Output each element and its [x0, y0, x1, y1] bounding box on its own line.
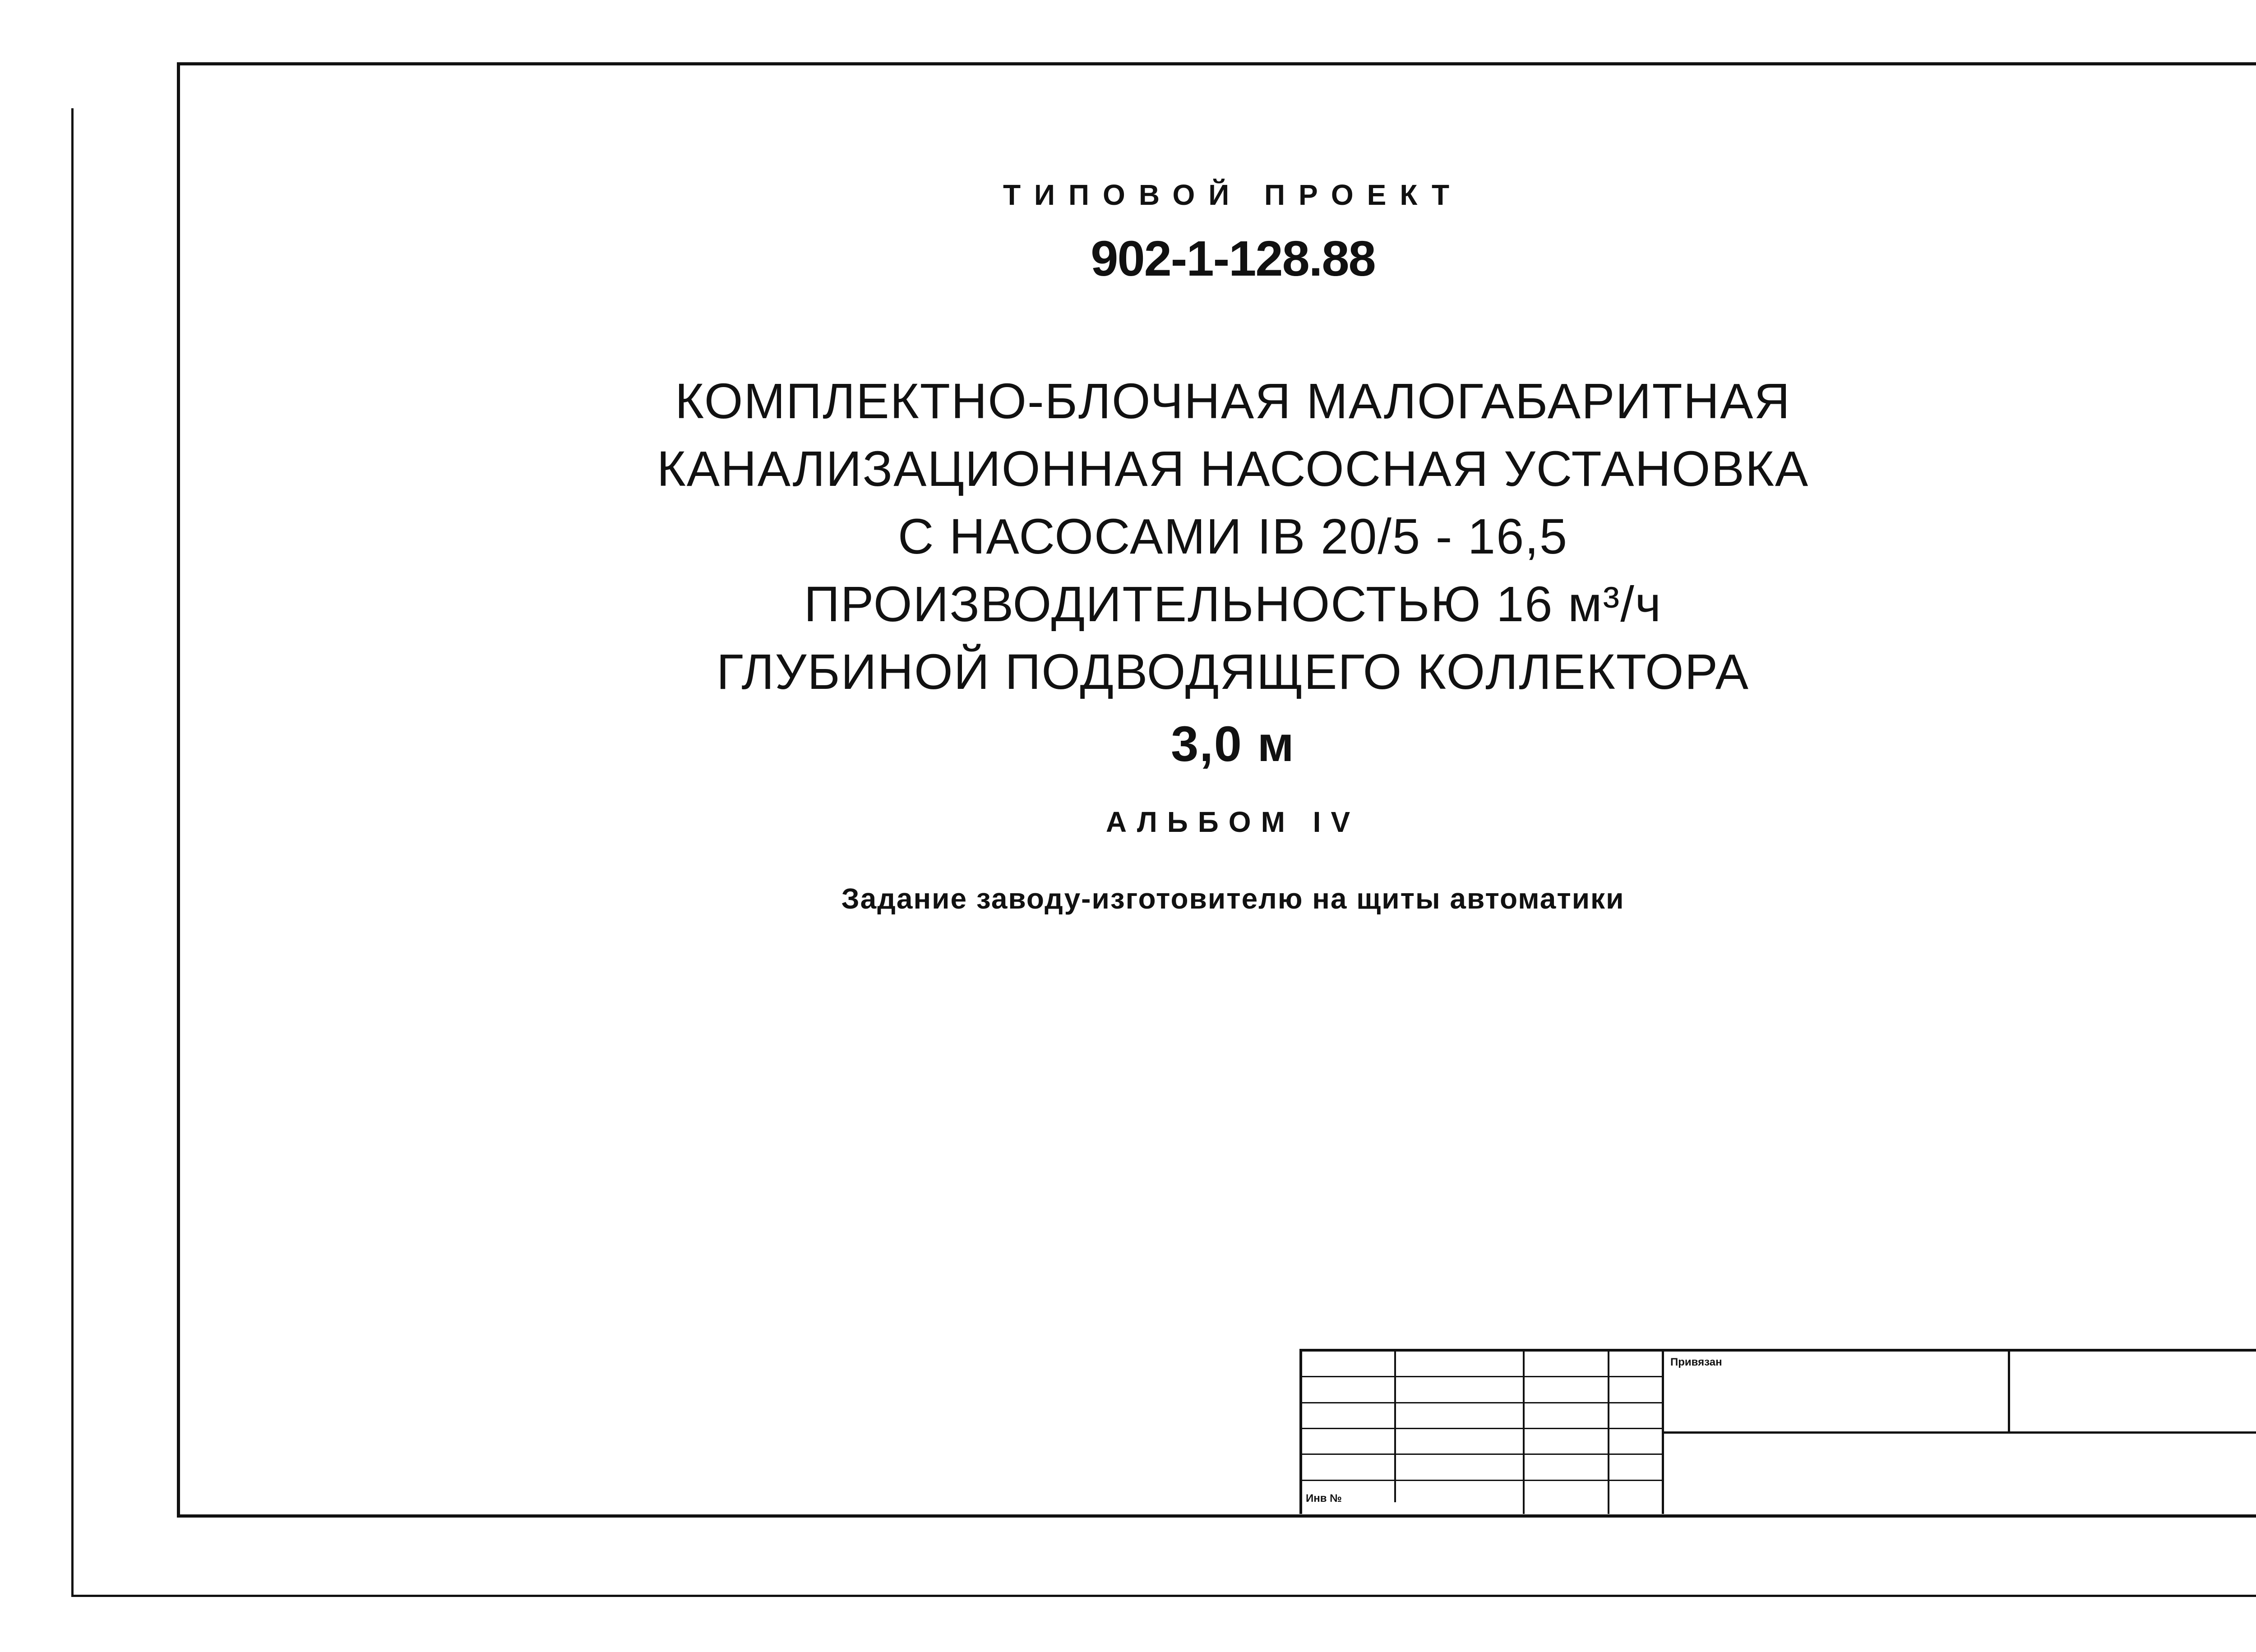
- stamp-grid-hline: [1299, 1480, 1664, 1481]
- stamp-grid-hline: [1299, 1402, 1664, 1403]
- stamp-grid-hline: [1299, 1376, 1664, 1377]
- title-line-2: КАНАЛИЗАЦИОННАЯ НАСОСНАЯ УСТАНОВКА: [656, 441, 1809, 497]
- stamp-grid-hline: [1299, 1454, 1664, 1455]
- tied-label: Привязан: [1670, 1356, 1722, 1368]
- stamp-right-hline: [1664, 1431, 2256, 1434]
- title-line-4: ПРОИЗВОДИТЕЛЬНОСТЬЮ 16 м³/ч: [804, 577, 1662, 632]
- stamp-grid-hline: [1299, 1428, 1664, 1429]
- title-line-6: 3,0 м: [1171, 716, 1295, 772]
- title-line-1: КОМПЛЕКТНО-БЛОЧНАЯ МАЛОГАБАРИТНАЯ: [675, 374, 1791, 429]
- stamp-top-border: [1299, 1349, 2256, 1352]
- stamp-grid-vline: [1608, 1349, 1609, 1514]
- stamp-right-divider: [2008, 1349, 2010, 1433]
- series-label: ТИПОВОЙ ПРОЕКТ: [1003, 179, 1463, 211]
- title-line-5: ГЛУБИНОЙ ПОДВОДЯЩЕГО КОЛЛЕКТОРА: [716, 644, 1750, 700]
- project-number: 902-1-128.88: [1091, 231, 1375, 286]
- sheet-bottom-edge: [71, 1595, 2256, 1597]
- album-label: АЛЬБОМ IV: [1105, 806, 1360, 838]
- subtitle: Задание заводу-изготовителю на щиты автоматики: [841, 882, 1625, 915]
- sheet-left-edge: [71, 108, 74, 1597]
- title-line-3: С НАСОСАМИ IВ 20/5 - 16,5: [897, 509, 1568, 564]
- stamp-grid-vline: [1394, 1349, 1396, 1502]
- stamp-block: [1299, 1349, 2256, 1514]
- stamp-grid-vline: [1523, 1349, 1525, 1514]
- stamp-left-border: [1299, 1349, 1302, 1514]
- inventory-number-label: Инв №: [1306, 1492, 1342, 1504]
